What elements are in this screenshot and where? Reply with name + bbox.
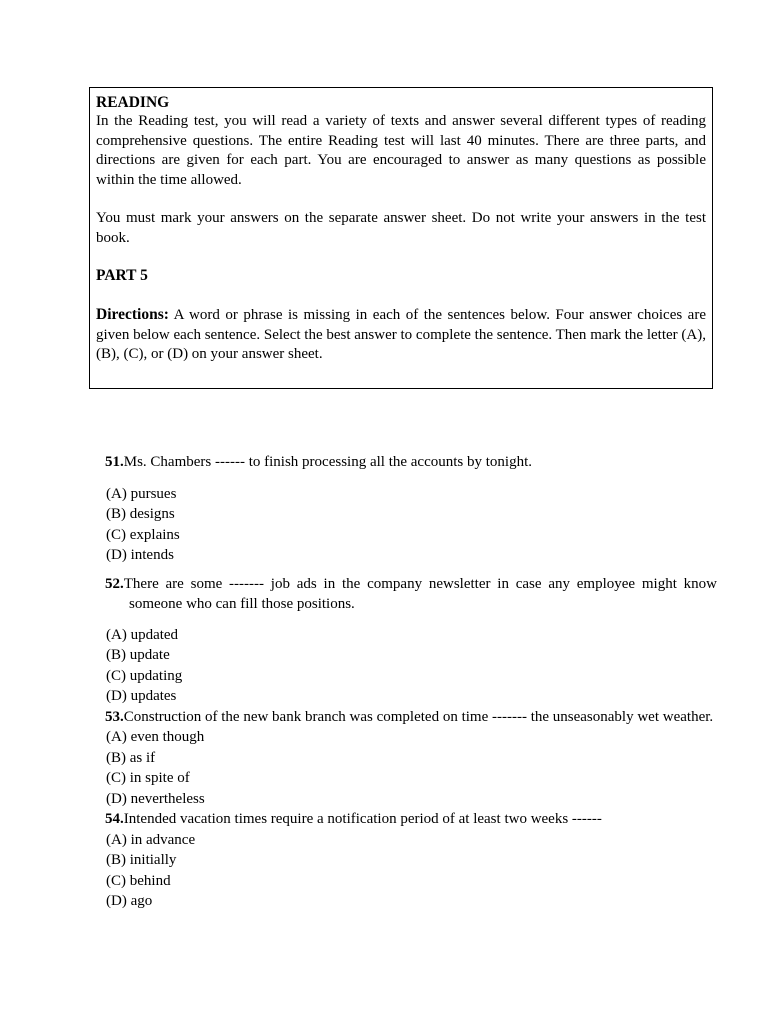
- question-number: 51.: [105, 454, 124, 470]
- option-d: (D) ago: [106, 893, 153, 909]
- answer-options: [105, 830, 717, 912]
- option-c: (C) behind: [106, 872, 171, 889]
- answer-options: [105, 484, 717, 566]
- option-c: (C) explains: [106, 526, 180, 543]
- question-text: Construction of the new bank branch was completed on time ------- the unseasonably wet weather.: [123, 708, 714, 725]
- section-title: READING: [96, 94, 170, 111]
- question-number: 54.: [105, 811, 124, 827]
- answer-options: [105, 625, 717, 707]
- option-d: (D) intends: [106, 547, 174, 563]
- question-number: 53.: [105, 708, 124, 725]
- option-b: (B) as if: [106, 749, 156, 766]
- answer-options: [105, 727, 717, 809]
- option-a: (A) in advance: [106, 831, 196, 848]
- directions-text: A word or phrase is missing in each of the sentences below. Four answer choices are given below each sentence. Select the best answer to complete the sentence. Then mark the letter (A), (B), (C), or (D) on your answer sheet.: [96, 307, 706, 362]
- question-stem: [105, 574, 717, 615]
- option-d: (D) nevertheless: [106, 790, 205, 807]
- directions-paragraph: [96, 305, 706, 365]
- question-stem: [105, 809, 717, 830]
- question-51: [105, 452, 717, 566]
- reading-instructions-box: [89, 87, 713, 389]
- option-b: (B) designs: [106, 506, 175, 522]
- question-stem: [105, 452, 717, 473]
- option-c: (C) updating: [106, 667, 183, 684]
- answer-sheet-paragraph: You must mark your answers on the separate answer sheet. Do not write your answers in the test book.: [96, 210, 706, 246]
- intro-paragraph: In the Reading test, you will read a variety of texts and answer several different types of reading comprehensive questions. The entire Reading test will last 40 minutes. There are three parts, and directions are given for each part. You are encouraged to answer as many questions as possible within the time allowed.: [96, 113, 706, 188]
- question-52: [105, 574, 717, 707]
- option-b: (B) initially: [106, 852, 177, 868]
- option-b: (B) update: [106, 647, 170, 663]
- part-heading: PART 5: [96, 267, 148, 284]
- option-a: (A) even though: [106, 729, 205, 745]
- option-d: (D) updates: [106, 688, 177, 704]
- question-list: [105, 452, 717, 912]
- question-text: Intended vacation times require a notification period of at least two weeks ------: [123, 811, 602, 827]
- question-text: There are some ------- job ads in the company newsletter in case any employee might know someone who can fill those positions.: [123, 575, 717, 612]
- question-stem: [105, 707, 717, 728]
- option-a: (A) updated: [106, 626, 179, 643]
- question-54: [105, 809, 717, 912]
- directions-label: Directions:: [96, 306, 169, 323]
- option-a: (A) pursues: [106, 485, 177, 502]
- question-text: Ms. Chambers ------ to finish processing all the accounts by tonight.: [123, 454, 533, 470]
- question-number: 52.: [105, 575, 124, 592]
- question-53: [105, 707, 717, 810]
- option-c: (C) in spite of: [106, 770, 190, 786]
